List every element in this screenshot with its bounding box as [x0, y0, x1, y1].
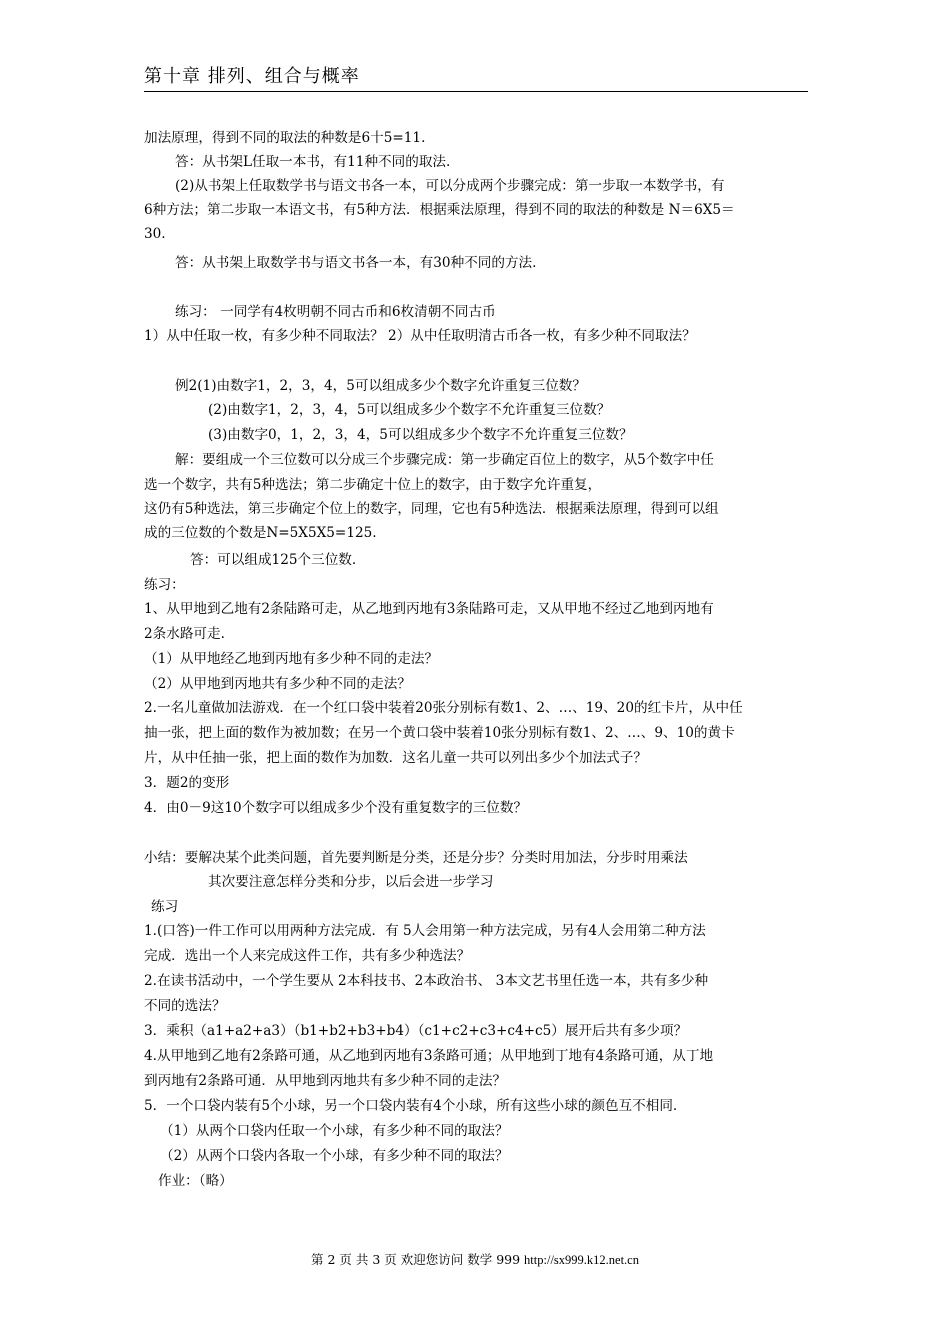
text-line: （2）从两个口袋内各取一个小球，有多少种不同的取法？ — [160, 1148, 509, 1164]
text-line: (2)由数字1，2，3，4，5可以组成多少个数字不允许重复三位数？ — [208, 402, 611, 418]
text-line: 成的三位数的个数是N=5X5X5=125. — [144, 525, 377, 541]
text-line: 选一个数字，共有5种选法；第二步确定十位上的数字，由于数字允许重复， — [144, 477, 602, 493]
text-line: 5．一个口袋内装有5个小球，另一个口袋内装有4个小球，所有这些小球的颜色互不相同. — [144, 1098, 678, 1114]
text-line: 抽一张，把上面的数作为被加数；在另一个黄口袋中装着10张分别标有数1、2、…、9、10的黄卡 — [144, 725, 735, 741]
text-line: 2条水路可走. — [144, 626, 225, 642]
text-line: (2)从书架上任取数学书与语文书各一本，可以分成两个步骤完成：第一步取一本数学书，有 — [175, 178, 725, 194]
text-line: 解：要组成一个三位数可以分成三个步骤完成：第一步确定百位上的数字，从5个数字中任 — [175, 452, 714, 468]
text-line: 3．题2的变形 — [144, 775, 230, 791]
text-line: 1）从中任取一枚，有多少种不同取法？ 2）从中任取明清古币各一枚，有多少种不同取法？ — [144, 328, 696, 344]
text-line: 2.在读书活动中，一个学生要从 2本科技书、2本政治书、 3本文艺书里任选一本，共有多少种 — [144, 973, 709, 989]
text-line: 这仍有5种选法，第三步确定个位上的数字，同理，它也有5种选法．根据乘法原理，得到可以组 — [144, 501, 719, 517]
text-line: 完成．选出一个人来完成这件工作，共有多少种选法？ — [144, 948, 471, 964]
text-line: 答：可以组成125个三位数. — [190, 552, 357, 568]
text-line: 1、从甲地到乙地有2条陆路可走，从乙地到丙地有3条陆路可走，又从甲地不经过乙地到丙地有 — [144, 601, 714, 617]
footer-text: 第 2 页 共 3 页 欢迎您访问 数学 999 — [311, 1252, 525, 1267]
text-line: 不同的选法？ — [144, 998, 226, 1014]
text-line: 例2(1)由数字1，2，3，4，5可以组成多少个数字允许重复三位数？ — [175, 378, 586, 394]
text-line: 练习： — [144, 577, 185, 593]
text-line: （1）从甲地经乙地到丙地有多少种不同的走法？ — [144, 651, 439, 667]
text-line: 作业：（略） — [158, 1173, 233, 1189]
text-line: （2）从甲地到丙地共有多少种不同的走法？ — [144, 676, 411, 692]
text-line: 30. — [144, 226, 166, 242]
text-line: 1.(口答)一件工作可以用两种方法完成．有 5人会用第一种方法完成，另有4人会用第二种方法 — [144, 923, 706, 939]
text-line: 答：从书架上取数学书与语文书各一本，有30种不同的方法. — [175, 255, 537, 271]
text-line: （1）从两个口袋内任取一个小球，有多少种不同的取法？ — [160, 1123, 509, 1139]
text-line: 3．乘积（a1+a2+a3）（b1+b2+b3+b4）（c1+c2+c3+c4+c5）展开后共有多少项？ — [144, 1023, 688, 1039]
text-line: 2.一名儿童做加法游戏．在一个红口袋中装着20张分别标有数1、2、…、19、20的红卡片，从中任 — [144, 700, 743, 716]
footer-link[interactable]: http://sx999.k12.net.cn — [524, 1253, 639, 1267]
text-line: 6种方法；第二步取一本语文书，有5种方法．根据乘法原理，得到不同的取法的种数是 N＝6X5＝ — [144, 202, 735, 218]
text-line: 答：从书架L任取一本书，有11种不同的取法. — [175, 154, 451, 170]
chapter-title: 第十章 排列、组合与概率 — [144, 62, 808, 92]
page-footer — [0, 1250, 950, 1268]
text-line: 到丙地有2条路可通．从甲地到丙地共有多少种不同的走法？ — [144, 1073, 507, 1089]
text-line: 练习 — [151, 899, 179, 915]
text-line: 其次要注意怎样分类和分步，以后会进一步学习 — [208, 874, 494, 890]
text-line: 4．由0－9这10个数字可以组成多少个没有重复数字的三位数？ — [144, 800, 528, 816]
text-line: 小结：要解决某个此类问题，首先要判断是分类，还是分步？分类时用加法，分步时用乘法 — [144, 850, 688, 866]
text-line: 4.从甲地到乙地有2条路可通，从乙地到丙地有3条路可通；从甲地到丁地有4条路可通，从丁地 — [144, 1048, 714, 1064]
text-line: 练习： 一同学有4枚明朝不同古币和6枚清朝不同古币 — [175, 304, 496, 320]
text-line: (3)由数字0，1，2，3，4，5可以组成多少个数字不允许重复三位数？ — [208, 427, 633, 443]
text-line: 加法原理，得到不同的取法的种数是6十5=11. — [144, 130, 426, 146]
text-line: 片，从中任抽一张，把上面的数作为加数．这名儿童一共可以列出多少个加法式子？ — [144, 750, 647, 766]
